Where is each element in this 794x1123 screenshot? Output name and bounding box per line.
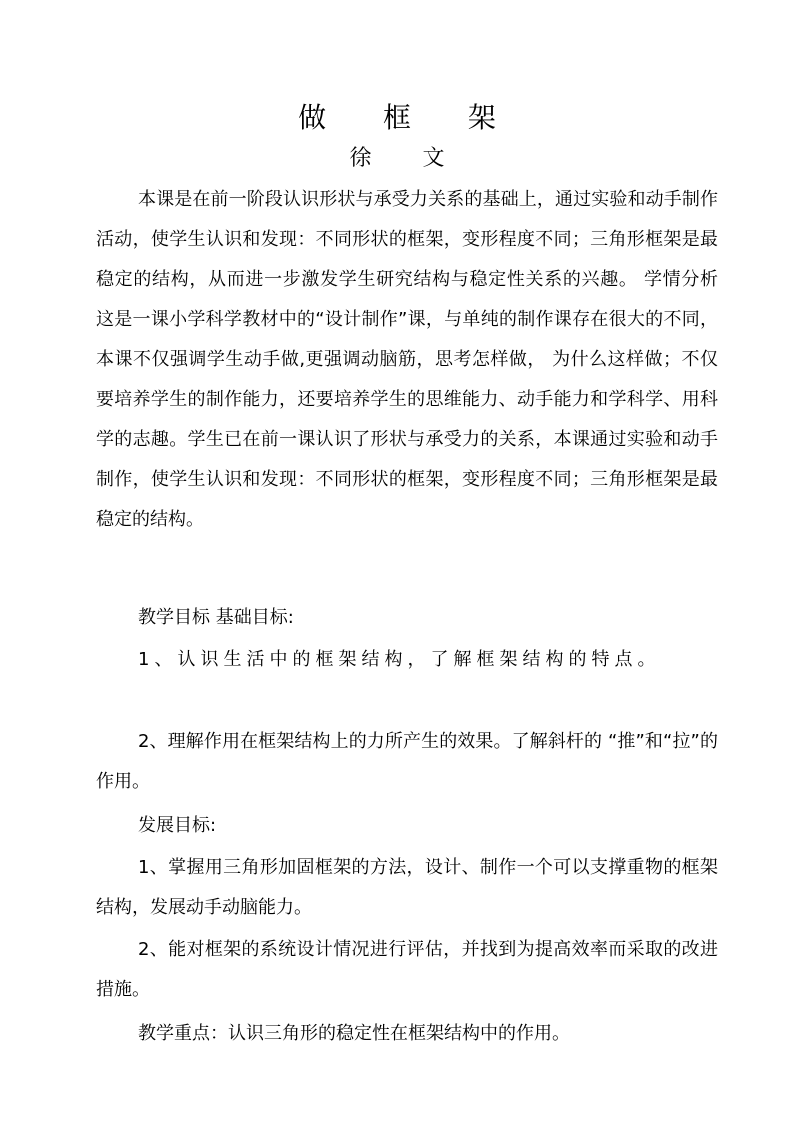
document-author: 徐 文: [349, 146, 467, 171]
document-title: 做 框 架: [298, 101, 520, 134]
teaching-focus: 教学重点：认识三角形的稳定性在框架结构中的作用。: [138, 1023, 570, 1044]
objectives-heading: 教学目标 基础目标:: [138, 607, 294, 628]
basic-objective-1: 1、认识生活中的框架结构，了解框架结构的特点。: [138, 649, 661, 670]
basic-objective-2: 2、理解作用在框架结构上的力所产生的效果。了解斜杆的 “推”和“拉”的作用。: [96, 731, 718, 792]
development-objective-1: 1、掌握用三角形加固框架的方法，设计、制作一个可以支撑重物的框架结构，发展动手动脑能力。: [96, 857, 718, 918]
intro-paragraph: 本课是在前一阶段认识形状与承受力关系的基础上，通过实验和动手制作活动，使学生认识和发现：不同形状的框架，变形程度不同；三角形框架是最稳定的结构，从而进一步激发学生研究结构与稳定性关系的兴趣。 学情分析 这是一课小学科学教材中的“设计制作”课，与单纯的制作课存在很大的不同，本课不仅强调学生动手做,更强调动脑筋，思考怎样做， 为什么这样做；不仅要培养学生的制作能力，还要培养学生的思维能力、动手能力和学科学、用科学的志趣。学生已在前一课认识了形状与承受力的关系，本课通过实验和动手制作，使学生认识和发现：不同形状的框架，变形程度不同；三角形框架是最稳定的结构。: [96, 189, 718, 530]
development-objective-2: 2、能对框架的系统设计情况进行评估，并找到为提高效率而采取的改进措施。: [96, 939, 718, 1000]
development-objectives-heading: 发展目标:: [138, 815, 217, 836]
